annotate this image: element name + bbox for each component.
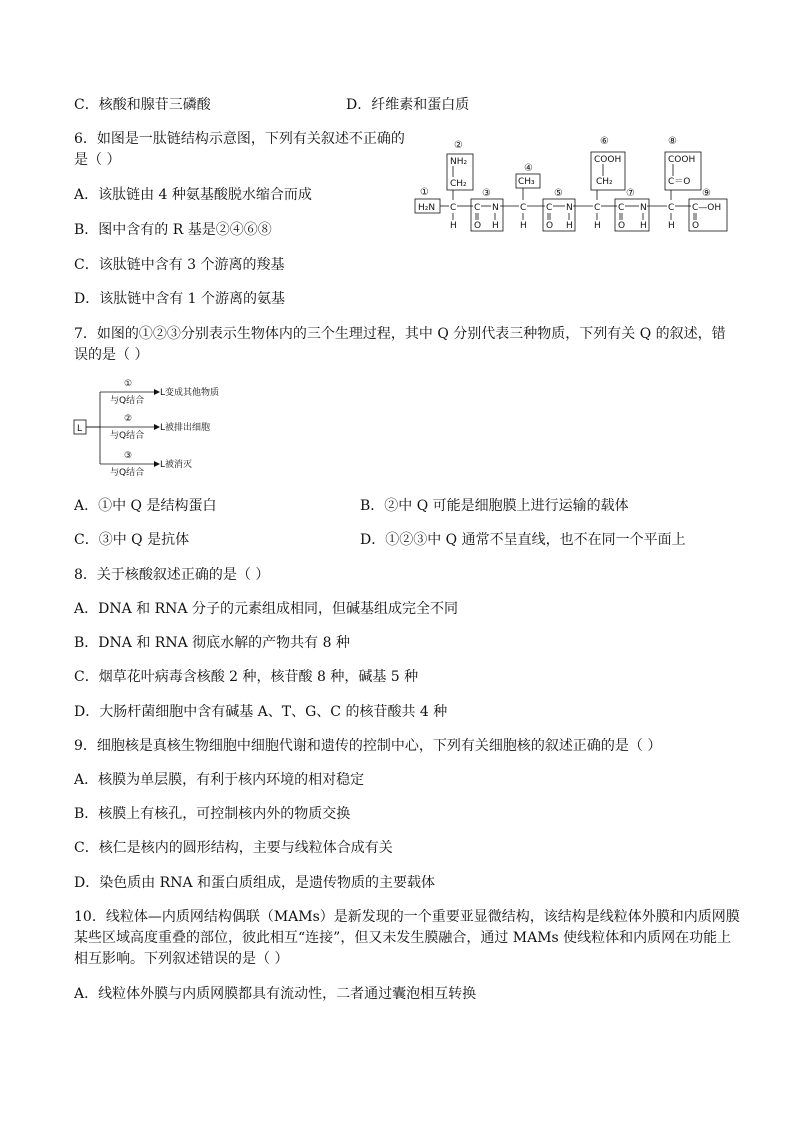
svg-text:H: H bbox=[668, 221, 675, 231]
q7-option-d: D．①②③中 Q 通常不呈直线，也不在同一个平面上 bbox=[360, 532, 686, 548]
q8-stem: 8．关于核酸叙述正确的是（ ） bbox=[74, 567, 270, 583]
r-group-6-cooh: COOH bbox=[594, 155, 622, 165]
svg-text:O: O bbox=[474, 221, 482, 231]
q7-stem-line1: 7．如图的①②③分别表示生物体内的三个生理过程，其中 Q 分别代表三种物质，下列有关 Q 的叙述，错 bbox=[74, 326, 726, 342]
svg-text:C: C bbox=[520, 203, 527, 213]
q6-option-b: B．图中含有的 R 基是②④⑥⑧ bbox=[74, 222, 272, 238]
q6-option-c: C．该肽链中含有 3 个游离的羧基 bbox=[74, 257, 285, 273]
q10-stem-line2: 某些区域高度重叠的部位，彼此相互“连接”，但又未发生膜融合，通过 MAMs 使线粒体和内质网在功能上 bbox=[74, 930, 732, 946]
r-group-2-ch2: CH₂ bbox=[450, 179, 467, 189]
svg-text:C: C bbox=[618, 203, 625, 213]
amino-terminus: H₂N bbox=[418, 203, 436, 213]
q8-option-b: B．DNA 和 RNA 彻底水解的产物共有 8 种 bbox=[74, 635, 350, 651]
label-6: ⑥ bbox=[600, 136, 609, 147]
label-7: ⑦ bbox=[626, 188, 635, 199]
svg-text:C: C bbox=[450, 203, 457, 213]
svg-text:C: C bbox=[546, 203, 553, 213]
carboxyl-terminus: C—OH bbox=[692, 203, 722, 213]
q9-option-c: C．核仁是核内的圆形结构，主要与线粒体合成有关 bbox=[74, 840, 393, 856]
q10-stem-line1: 10．线粒体—内质网结构偶联（MAMs）是新发现的一个重要亚显微结构，该结构是线粒体外膜和内质网膜 bbox=[74, 909, 740, 925]
process-1-bind: 与Q结合 bbox=[110, 396, 145, 406]
process-2-number: ② bbox=[124, 414, 133, 424]
q5-option-d: D．纤维素和蛋白质 bbox=[346, 97, 470, 113]
label-4: ④ bbox=[524, 163, 533, 174]
q9-option-b: B．核膜上有核孔，可控制核内外的物质交换 bbox=[74, 806, 351, 822]
process-3-result: L被消灭 bbox=[160, 460, 193, 470]
svg-text:N: N bbox=[492, 203, 499, 213]
svg-text:H: H bbox=[520, 221, 527, 231]
svg-text:N: N bbox=[566, 203, 573, 213]
q7-process-figure bbox=[72, 374, 242, 478]
process-3-number: ③ bbox=[124, 451, 133, 461]
process-2-bind: 与Q结合 bbox=[110, 431, 145, 441]
r-group-8-co: C＝O bbox=[668, 177, 691, 187]
r-group-8-cooh: COOH bbox=[668, 155, 696, 165]
q9-option-d: D．染色质由 RNA 和蛋白质组成，是遗传物质的主要载体 bbox=[74, 875, 436, 891]
r-group-2-nh2: NH₂ bbox=[450, 157, 468, 167]
label-5: ⑤ bbox=[554, 188, 563, 199]
q5-option-c: C．核酸和腺苷三磷酸 bbox=[74, 97, 211, 113]
svg-text:H: H bbox=[450, 221, 457, 231]
process-2-result: L被排出细胞 bbox=[160, 423, 211, 433]
label-2: ② bbox=[454, 140, 463, 151]
q7-option-c: C．③中 Q 是抗体 bbox=[74, 532, 190, 548]
svg-text:O: O bbox=[692, 221, 700, 231]
r-group-6-ch2: CH₂ bbox=[596, 177, 613, 187]
svg-text:C: C bbox=[474, 203, 481, 213]
process-3-bind: 与Q结合 bbox=[110, 468, 145, 478]
q7-stem-line2: 误的是（ ） bbox=[74, 347, 149, 363]
q6-option-a: A．该肽链由 4 种氨基酸脱水缩合而成 bbox=[74, 187, 312, 203]
q9-option-a: A．核膜为单层膜，有利于核内环境的相对稳定 bbox=[74, 772, 365, 788]
svg-text:O: O bbox=[546, 221, 554, 231]
q9-stem: 9．细胞核是真核生物细胞中细胞代谢和遗传的控制中心，下列有关细胞核的叙述正确的是（ ） bbox=[74, 738, 662, 754]
svg-text:H: H bbox=[640, 221, 647, 231]
substance-L: L bbox=[77, 424, 83, 434]
svg-text:C: C bbox=[668, 203, 675, 213]
r-group-4-ch3: CH₃ bbox=[518, 177, 535, 187]
q7-option-a: A．①中 Q 是结构蛋白 bbox=[74, 498, 217, 514]
svg-text:H: H bbox=[566, 221, 573, 231]
q6-option-d: D．该肽链中含有 1 个游离的氨基 bbox=[74, 291, 286, 307]
q6-stem-line1: 6．如图是一肽链结构示意图，下列有关叙述不正确的 bbox=[74, 131, 405, 147]
process-1-result: L变成其他物质 bbox=[160, 388, 220, 398]
label-8: ⑧ bbox=[668, 136, 677, 147]
label-1: ① bbox=[420, 187, 429, 198]
q10-option-a: A．线粒体外膜与内质网膜都具有流动性，二者通过囊泡相互转换 bbox=[74, 986, 477, 1002]
q10-stem-line3: 相互影响。下列叙述错误的是（ ） bbox=[74, 951, 289, 967]
q7-option-b: B．②中 Q 可能是细胞膜上进行运输的载体 bbox=[360, 498, 629, 514]
label-3: ③ bbox=[482, 188, 491, 199]
q8-option-a: A．DNA 和 RNA 分子的元素组成相同，但碱基组成完全不同 bbox=[74, 601, 458, 617]
q8-option-d: D．大肠杆菌细胞中含有碱基 A、T、G、C 的核苷酸共 4 种 bbox=[74, 704, 448, 720]
svg-text:O: O bbox=[618, 221, 626, 231]
q6-stem-line2: 是（ ） bbox=[74, 152, 121, 168]
q8-option-c: C．烟草花叶病毒含核酸 2 种，核苷酸 8 种，碱基 5 种 bbox=[74, 669, 419, 685]
label-9: ⑨ bbox=[702, 188, 711, 199]
svg-text:N: N bbox=[640, 203, 647, 213]
process-1-number: ① bbox=[124, 379, 133, 389]
svg-text:H: H bbox=[594, 221, 601, 231]
svg-text:H: H bbox=[492, 221, 499, 231]
svg-text:C: C bbox=[594, 203, 601, 213]
peptide-chain-figure bbox=[410, 134, 732, 238]
